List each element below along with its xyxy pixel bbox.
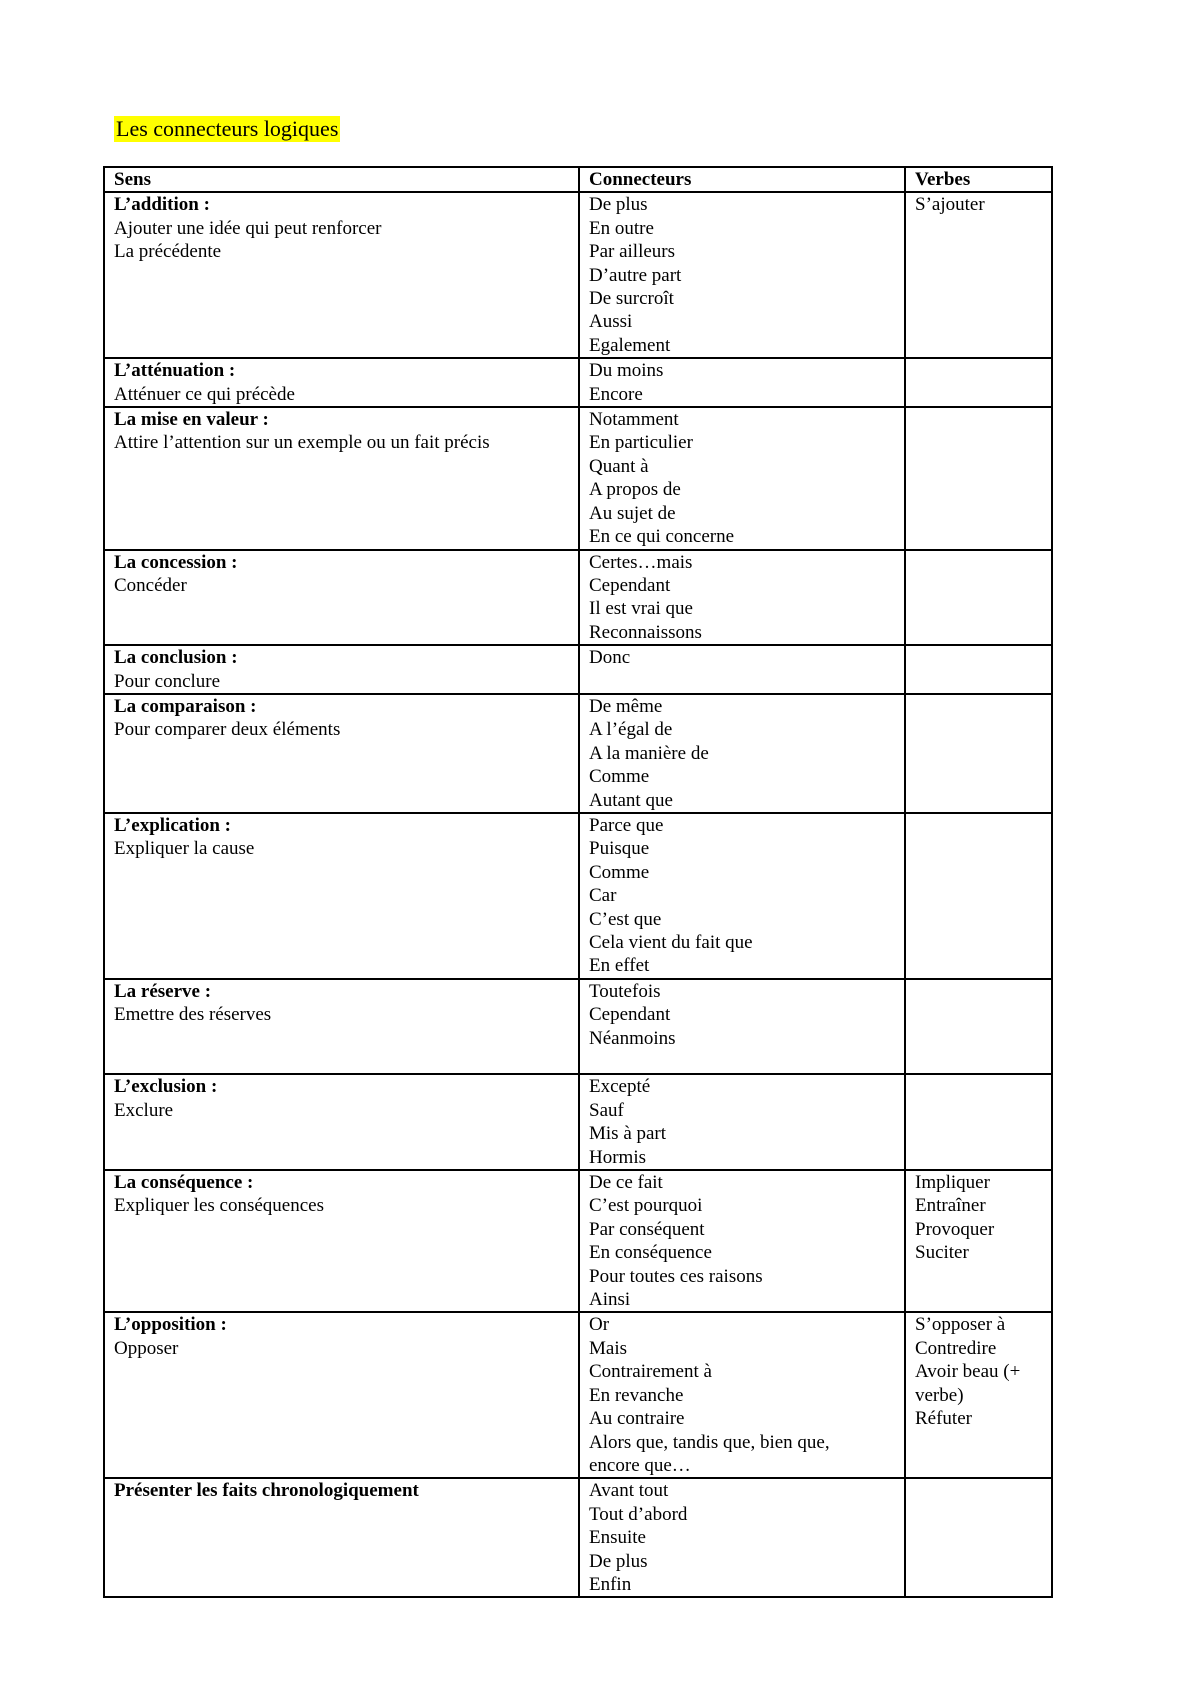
table-row: [104, 979, 1052, 1075]
verbe-item: S’ajouter: [915, 194, 985, 216]
document-title: Les connecteurs logiques: [116, 116, 339, 141]
sens-cell: [104, 407, 579, 549]
connecteur-item: En conséquence: [589, 1242, 712, 1264]
verbe-item: Réfuter: [915, 1408, 972, 1430]
connecteur-item: Certes…mais: [589, 551, 693, 573]
sens-description: Pour conclure: [114, 670, 221, 692]
connecteur-item: Notamment: [589, 409, 679, 431]
sens-description: Expliquer les conséquences: [114, 1195, 324, 1217]
connecteur-item: Cependant: [589, 574, 671, 596]
connecteur-item: A l’égal de: [589, 719, 673, 741]
connecteur-item: De même: [589, 695, 663, 717]
sens-title: La réserve :: [114, 980, 212, 1002]
verbes-cell: [905, 1074, 1052, 1170]
table-row: [104, 407, 1052, 549]
verbes-cell: [905, 694, 1052, 813]
table-row: [104, 358, 1052, 407]
table-body: [104, 192, 1052, 1597]
sens-cell: [104, 645, 579, 694]
table-header-row: [104, 167, 1052, 192]
connecteur-item: Egalement: [589, 334, 671, 356]
connecteur-item: Du moins: [589, 360, 664, 382]
connecteur-item: Contrairement à: [589, 1361, 712, 1383]
sens-title: La mise en valeur :: [114, 409, 269, 431]
verbe-item: S’opposer à: [915, 1314, 1006, 1336]
sens-title: La concession :: [114, 551, 238, 573]
connecteur-item: Reconnaissons: [589, 621, 702, 643]
connecteur-item: En revanche: [589, 1384, 684, 1406]
verbe-item: Impliquer: [915, 1172, 990, 1194]
connecteur-item: De surcroît: [589, 288, 674, 310]
table-row: [104, 694, 1052, 813]
sens-description: Exclure: [114, 1099, 174, 1121]
connecteurs-cell: [579, 645, 905, 694]
connecteur-item: Mais: [589, 1337, 627, 1359]
connecteurs-cell: [579, 407, 905, 549]
connecteur-item: Cependant: [589, 1004, 671, 1026]
sens-cell: [104, 813, 579, 979]
connecteurs-cell: [579, 694, 905, 813]
sens-cell: [104, 192, 579, 358]
connecteurs-cell: [579, 550, 905, 646]
connecteur-item: Toutefois: [589, 980, 661, 1002]
sens-description: Opposer: [114, 1337, 179, 1359]
table-row: [104, 1074, 1052, 1170]
connecteur-item: C’est que: [589, 908, 662, 930]
verbes-cell: [905, 1478, 1052, 1597]
verbes-cell: [905, 192, 1052, 358]
sens-cell: [104, 1074, 579, 1170]
verbe-item: Avoir beau (+ verbe): [915, 1361, 1021, 1406]
connecteur-item: Autant que: [589, 789, 673, 811]
header-sens: Sens: [104, 167, 579, 192]
connecteur-item: Or: [589, 1314, 610, 1336]
verbes-cell: [905, 645, 1052, 694]
connecteurs-cell: [579, 813, 905, 979]
connecteurs-cell: [579, 358, 905, 407]
connecteur-item: Donc: [589, 647, 631, 669]
sens-description: La précédente: [114, 241, 222, 263]
table-row: [104, 813, 1052, 979]
connecteur-item: Il est vrai que: [589, 598, 693, 620]
connecteur-item: Au sujet de: [589, 502, 676, 524]
connecteur-item: Tout d’abord: [589, 1503, 688, 1525]
connecteur-item: De ce fait: [589, 1172, 663, 1194]
connecteur-item: Ainsi: [589, 1289, 631, 1311]
sens-title: La comparaison :: [114, 695, 257, 717]
header-connecteurs: Connecteurs: [579, 167, 905, 192]
connecteur-item: Parce que: [589, 814, 664, 836]
sens-cell: [104, 550, 579, 646]
sens-cell: [104, 1170, 579, 1312]
connecteur-item: Quant à: [589, 455, 649, 477]
connecteur-item: Excepté: [589, 1076, 651, 1098]
connecteur-item: Au contraire: [589, 1408, 685, 1430]
connecteur-item: Ensuite: [589, 1527, 646, 1549]
connecteur-item: Puisque: [589, 838, 650, 860]
connecteur-item: C’est pourquoi: [589, 1195, 703, 1217]
connecteurs-cell: [579, 1312, 905, 1478]
table-row: [104, 1478, 1052, 1597]
connecteur-item: Sauf: [589, 1099, 624, 1121]
connecteur-item: encore que…: [589, 1454, 691, 1476]
connecteur-item: De plus: [589, 194, 648, 216]
table-row: [104, 550, 1052, 646]
sens-title: L’opposition :: [114, 1314, 227, 1336]
connecteurs-cell: [579, 192, 905, 358]
connecteur-item: En effet: [589, 955, 650, 977]
verbe-item: Entraîner: [915, 1195, 986, 1217]
connecteur-item: A la manière de: [589, 742, 709, 764]
table-row: [104, 1312, 1052, 1478]
table-row: [104, 645, 1052, 694]
connecteur-item: De plus: [589, 1550, 648, 1572]
sens-description: Ajouter une idée qui peut renforcer: [114, 217, 382, 239]
connecteurs-cell: [579, 1170, 905, 1312]
sens-title: L’atténuation :: [114, 360, 236, 382]
sens-description: Concéder: [114, 574, 187, 596]
connecteur-item: [589, 1050, 904, 1073]
verbe-item: Contredire: [915, 1337, 997, 1359]
connecteur-item: Comme: [589, 861, 650, 883]
connecteur-item: Car: [589, 885, 617, 907]
sens-cell: [104, 1312, 579, 1478]
connecteur-item: Aussi: [589, 311, 633, 333]
connecteur-item: Hormis: [589, 1146, 646, 1168]
table-row: [104, 192, 1052, 358]
sens-cell: [104, 979, 579, 1075]
connecteurs-cell: [579, 1074, 905, 1170]
connecteur-item: D’autre part: [589, 264, 682, 286]
sens-cell: [104, 1478, 579, 1597]
sens-title: L’exclusion :: [114, 1076, 218, 1098]
verbes-cell: [905, 407, 1052, 549]
sens-title: L’explication :: [114, 814, 231, 836]
connecteur-item: Enfin: [589, 1573, 632, 1595]
verbes-cell: [905, 979, 1052, 1075]
connecteurs-cell: [579, 1478, 905, 1597]
connectors-table: [103, 166, 1053, 1598]
sens-title: La conclusion :: [114, 647, 238, 669]
sens-title: L’addition :: [114, 194, 210, 216]
sens-description: Pour comparer deux éléments: [114, 719, 341, 741]
connecteur-item: Néanmoins: [589, 1027, 676, 1049]
sens-cell: [104, 694, 579, 813]
verbes-cell: [905, 358, 1052, 407]
connecteur-item: Pour toutes ces raisons: [589, 1265, 763, 1287]
connecteur-item: En particulier: [589, 432, 693, 454]
verbe-item: Provoquer: [915, 1218, 995, 1240]
connecteur-item: En outre: [589, 217, 654, 239]
sens-title: Présenter les faits chronologiquement: [114, 1480, 419, 1502]
connecteur-item: A propos de: [589, 479, 681, 501]
sens-cell: [104, 358, 579, 407]
sens-title: La conséquence :: [114, 1172, 254, 1194]
connecteur-item: Par conséquent: [589, 1218, 705, 1240]
sens-description: Emettre des réserves: [114, 1004, 272, 1026]
connecteurs-cell: [579, 979, 905, 1075]
verbes-cell: [905, 1170, 1052, 1312]
header-verbes: Verbes: [905, 167, 1052, 192]
connecteur-item: Comme: [589, 766, 650, 788]
connecteur-item: Par ailleurs: [589, 241, 676, 263]
verbe-item: Suciter: [915, 1242, 969, 1264]
connecteur-item: Encore: [589, 383, 643, 405]
sens-description: Atténuer ce qui précède: [114, 383, 295, 405]
connecteur-item: En ce qui concerne: [589, 526, 735, 548]
verbes-cell: [905, 813, 1052, 979]
verbes-cell: [905, 1312, 1052, 1478]
sens-description: Attire l’attention sur un exemple ou un fait précis: [114, 432, 490, 454]
table-row: [104, 1170, 1052, 1312]
verbes-cell: [905, 550, 1052, 646]
sens-description: Expliquer la cause: [114, 838, 255, 860]
connecteur-item: Cela vient du fait que: [589, 932, 753, 953]
connecteur-item: Mis à part: [589, 1123, 667, 1145]
connecteur-item: Alors que, tandis que, bien que,: [589, 1431, 830, 1453]
connecteur-item: Avant tout: [589, 1480, 669, 1502]
